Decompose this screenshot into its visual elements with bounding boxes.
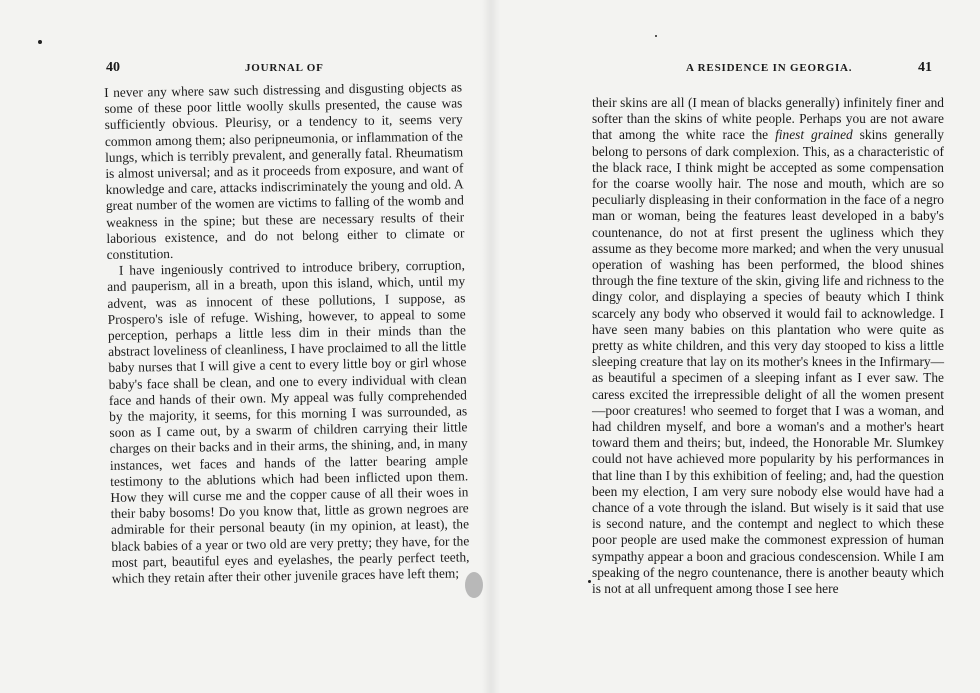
paragraph <box>592 95 944 597</box>
italic-phrase: finest grained <box>775 127 853 143</box>
page-number: 40 <box>106 60 120 75</box>
paragraph: I never any where saw such distressing and disgusting objects as some of these poor little woolly skulls presented, the cause was sufficiently obvious. Pleurisy, or a tendency to it, seems very common among them; also peripneumonia, or inflammation of the lungs, which is terribly prevalent, and generally fatal. Rheumatism is almost universal; and as it proceeds from exposure, and want of knowledge and care, attacks indiscriminately the young and old. A great number of the women are victims to falling of the womb and weakness in the spine; but these are necessary results of their laborious existence, and do not belong either to climate or constitution. <box>104 79 465 263</box>
page-number: 41 <box>918 60 932 75</box>
body-text <box>592 95 944 597</box>
right-page <box>490 0 980 693</box>
running-head: JOURNAL OF <box>245 62 324 74</box>
running-head: A RESIDENCE IN GEORGIA. <box>686 62 853 74</box>
text-run: skins generally belong to persons of dark complexion. This, as a characteristic of the black race, I think might be accepted as some compensation for the coarse woolly hair. The nose and mouth, which are so peculiarly displeasing in their conformation in the face of a negro man or woman, being the features least developed in a baby's countenance, do not at first present the ugliness which they assume as they become more marked; and when the very unusual operation of washing has been performed, the blood shines through the fine texture of the skin, giving life and richness to the dingy color, and displaying a species of beauty which I think scarcely any body who observed it would fail to acknowledge. I have seen many babies on this plantation who were quite as pretty as white children, and this very day stooped to kiss a little sleeping creature that lay on its mother's knees in the Infirmary—as beautiful a specimen of a sleeping infant as I ever saw. The caress excited the irrepressible delight of all the women present—poor creatures! who seemed to forget that I was a woman, and had children myself, and bore a woman's and a mother's heart toward them and theirs; but, indeed, the Honorable Mr. Slumkey could not have achieved more popularity by his performances in that line than I by this exhibition of feeling; and, had the question been my election, I am very sure nobody else would have had a chance of a vote through the island. But wisely is it said that use is second nature, and the contempt and neglect to which these poor people are used make the commonest expression of human sympathy appear a boon and gracious condescension. While I am speaking of the negro countenance, there is another beauty which is not at all unfrequent among those I see here <box>592 127 944 597</box>
paragraph: I have ingeniously contrived to introduce bribery, corruption, and pauperism, all in a breath, upon this island, which, until my advent, was as innocent of these pollutions, I suppose, as Prospero's isle of refuge. Wishing, however, to appeal to some perception, perhaps a little less dim in their minds than the abstract loveliness of cleanliness, I have proclaimed to all the little baby nurses that I will give a cent to every little boy or girl whose baby's face shall be clean, and one to every individual with clean face and hands of their own. My appeal was fully comprehended by the majority, it seems, for this morning I was surrounded, as soon as I came out, by a swarm of children carrying their little charges on their backs and in their arms, the shining, and, in many instances, wet faces and hands of the latter bearing ample testimony to the ablutions which had been inflicted upon them. How they will curse me and the copper cause of all their woes in their baby bosoms! Do you know that, little as grown negroes are admirable for their personal beauty (in my opinion, at least), the black babies of a year or two old are very pretty; they have, for the most part, beautiful eyes and eyelashes, the pearly perfect teeth, which they retain after their other juvenile graces have left them; <box>107 257 470 587</box>
text-run: their skins are all (I mean of blacks generally) infinitely finer and softer than the skins of white people. Perhaps you are not aware that among the white race the <box>592 95 944 143</box>
body-text <box>104 79 470 587</box>
